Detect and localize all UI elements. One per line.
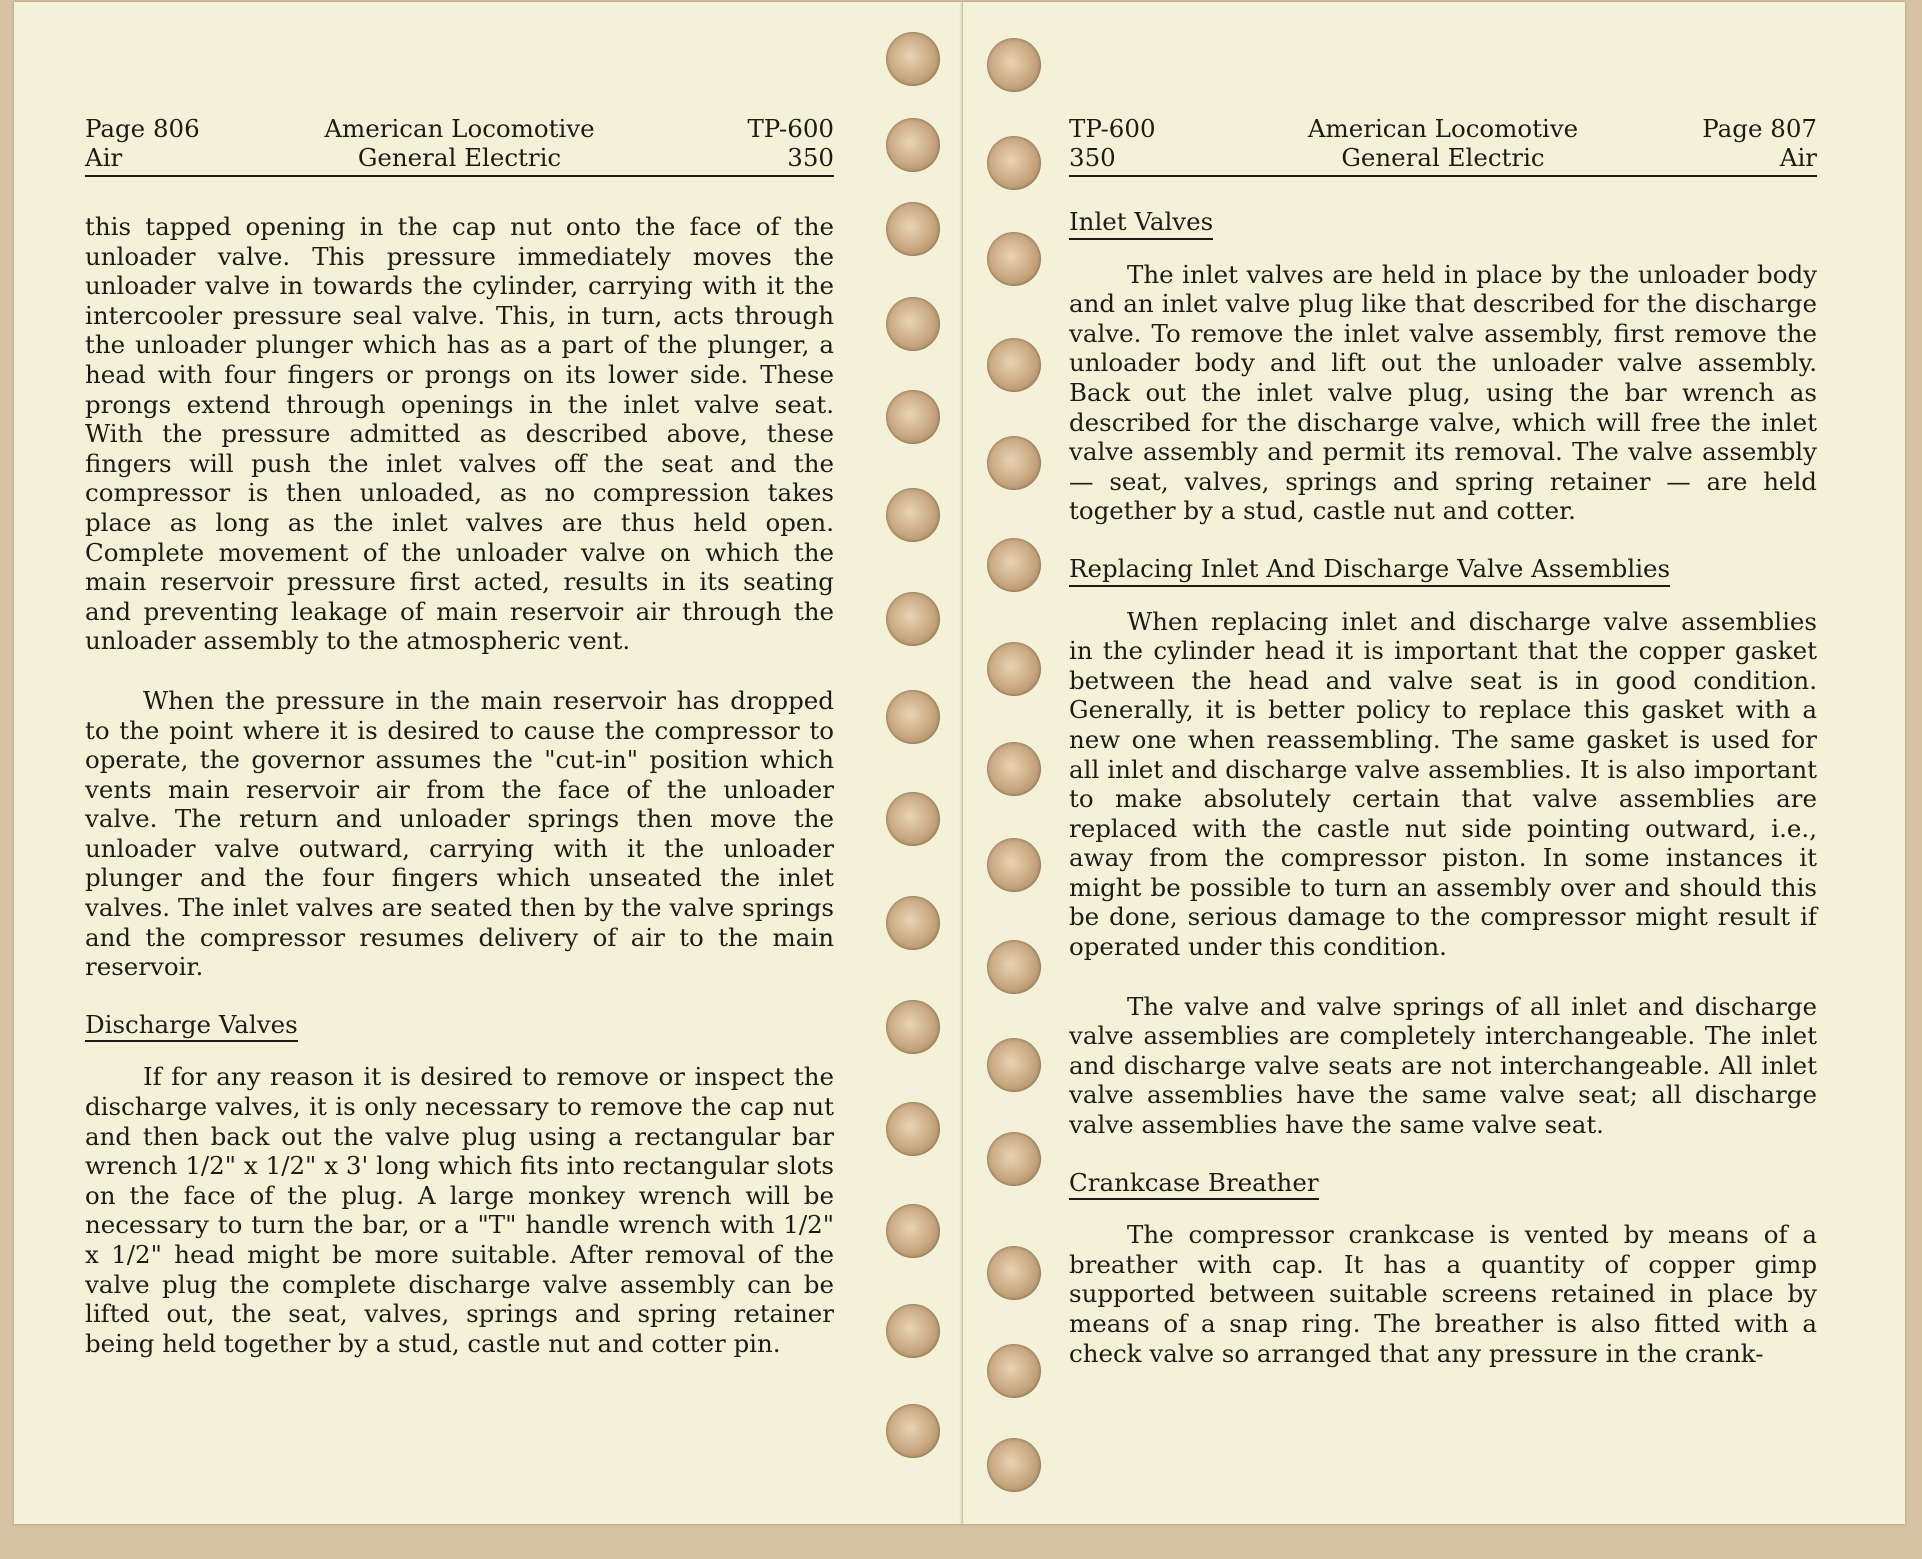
left-page-header — [85, 114, 834, 177]
left-paragraph-2: When the pressure in the main reservoir has dropped to the point where it is desired to cause the compressor to operate, the governor assumes the "cut-in" position which vents main reservoir air from the face of the unloader valve. The return and unloader springs then move the unloader valve outward, carrying with it the unloader plunger and the four fingers which unseated the inlet valves. The inlet valves are seated then by the valve springs and the compressor resumes delivery of air to the main reservoir. — [85, 685, 834, 982]
binding-hole — [987, 742, 1041, 796]
binding-hole — [987, 136, 1041, 190]
binding-hole — [987, 436, 1041, 490]
binding-hole — [886, 202, 940, 256]
binding-hole — [987, 1132, 1041, 1186]
left-model: TP-600 — [747, 114, 834, 143]
binding-hole — [886, 592, 940, 646]
binding-hole — [987, 232, 1041, 286]
right-model: TP-600 — [1069, 114, 1156, 143]
left-page — [14, 2, 962, 1524]
right-paragraph-1: The inlet valves are held in place by the unloader body and an inlet valve plug like that described for the discharge valve. To remove the inlet valve assembly, first remove the unloader body and lift out the unloader valve assembly. Back out the inlet valve plug, using the bar wrench as described for the discharge valve, which will free the inlet valve assembly and permit its removal. The valve assembly — seat, valves, springs and spring retainer — are held together by a stud, castle nut and cotter. — [1069, 259, 1817, 526]
crankcase-breather-heading: Crankcase Breather — [1069, 1168, 1319, 1201]
binding-hole — [987, 1344, 1041, 1398]
left-model-number: 350 — [787, 143, 834, 172]
binding-hole — [886, 792, 940, 846]
binding-hole — [987, 1038, 1041, 1092]
left-paragraph-3: If for any reason it is desired to remove or inspect the discharge valves, it is only necessary to remove the cap nut and then back out the valve plug using a rectangular bar wrench 1/2" x 1/2" x 3' long which fits into rectangular slots on the face of the plug. A large monkey wrench will be necessary to turn the bar, or a "T" handle wrench with 1/2" x 1/2" head might be more suitable. After removal of the valve plug the complete discharge valve assembly can be lifted out, the seat, valves, springs and spring retainer being held together by a stud, castle nut and cotter pin. — [85, 1062, 834, 1358]
right-section: Air — [1779, 143, 1817, 172]
left-builder: General Electric — [357, 143, 562, 172]
binding-hole — [987, 38, 1041, 92]
right-page-header — [1069, 114, 1817, 177]
right-page-body — [1069, 207, 1817, 1368]
binding-hole — [886, 118, 940, 172]
right-page-number: Page 807 — [1702, 114, 1817, 143]
right-builder: General Electric — [1341, 143, 1545, 172]
binding-hole — [886, 896, 940, 950]
binding-hole — [987, 1438, 1041, 1492]
binding-hole — [886, 32, 940, 86]
binding-hole — [987, 538, 1041, 592]
binding-hole — [987, 642, 1041, 696]
right-paragraph-3: The valve and valve springs of all inlet and discharge valve assemblies are completely interchangeable. The inlet and discharge valve seats are not interchangeable. All inlet valve assemblies have the same valve seat; all discharge valve assemblies have the same valve seat. — [1069, 991, 1817, 1140]
right-paragraph-2: When replacing inlet and discharge valve assemblies in the cylinder head it is important that the copper gasket between the head and valve seat is in good condition. Generally, it is better policy to replace this gasket with a new one when reassembling. The same gasket is used for all inlet and discharge valve assemblies. It is also important to make absolutely certain that valve assemblies are replaced with the castle nut side pointing outward, i.e., away from the compressor piston. In some instances it might be possible to turn an assembly over and should this be done, serious damage to the compressor might result if operated under this condition. — [1069, 606, 1817, 962]
binding-hole — [886, 1000, 940, 1054]
binding-hole — [886, 488, 940, 542]
binding-hole — [886, 1204, 940, 1258]
binding-hole — [886, 297, 940, 351]
right-road-name: American Locomotive — [1307, 114, 1579, 143]
inlet-valves-heading: Inlet Valves — [1069, 207, 1213, 240]
binding-hole — [987, 1246, 1041, 1300]
left-page-number: Page 806 — [85, 114, 200, 143]
right-model-number: 350 — [1069, 143, 1116, 172]
binding-hole — [886, 690, 940, 744]
right-page — [962, 2, 1905, 1524]
binding-hole — [886, 1304, 940, 1358]
left-page-body — [85, 212, 834, 1358]
binding-hole — [886, 390, 940, 444]
binding-hole — [886, 1102, 940, 1156]
replacing-assemblies-heading: Replacing Inlet And Discharge Valve Assemblies — [1069, 554, 1670, 587]
right-paragraph-4: The compressor crankcase is vented by means of a breather with cap. It has a quantity of copper gimp supported between suitable screens retained in place by means of a snap ring. The breather is also fitted with a check valve so arranged that any pressure in the crank- — [1069, 1220, 1817, 1368]
binding-hole — [987, 338, 1041, 392]
left-paragraph-1: this tapped opening in the cap nut onto the face of the unloader valve. This pressure immediately moves the unloader valve in towards the cylinder, carrying with it the intercooler pressure seal valve. This, in turn, acts through the unloader plunger which has as a part of the plunger, a head with four fingers or prongs on its lower side. These prongs extend through openings in the inlet valve seat. With the pressure admitted as described above, these fingers will push the inlet valves off the seat and the compressor is then unloaded, as no compression takes place as long as the inlet valves are thus held open. Complete movement of the unloader valve on which the main reservoir pressure first acted, results in its seating and preventing leakage of main reservoir air through the unloader assembly to the atmospheric vent. — [85, 212, 834, 656]
binding-hole — [886, 1404, 940, 1458]
discharge-valves-heading: Discharge Valves — [85, 1010, 298, 1043]
left-road-name: American Locomotive — [324, 114, 595, 143]
left-section: Air — [85, 143, 123, 172]
binding-hole — [987, 940, 1041, 994]
binding-hole — [987, 838, 1041, 892]
